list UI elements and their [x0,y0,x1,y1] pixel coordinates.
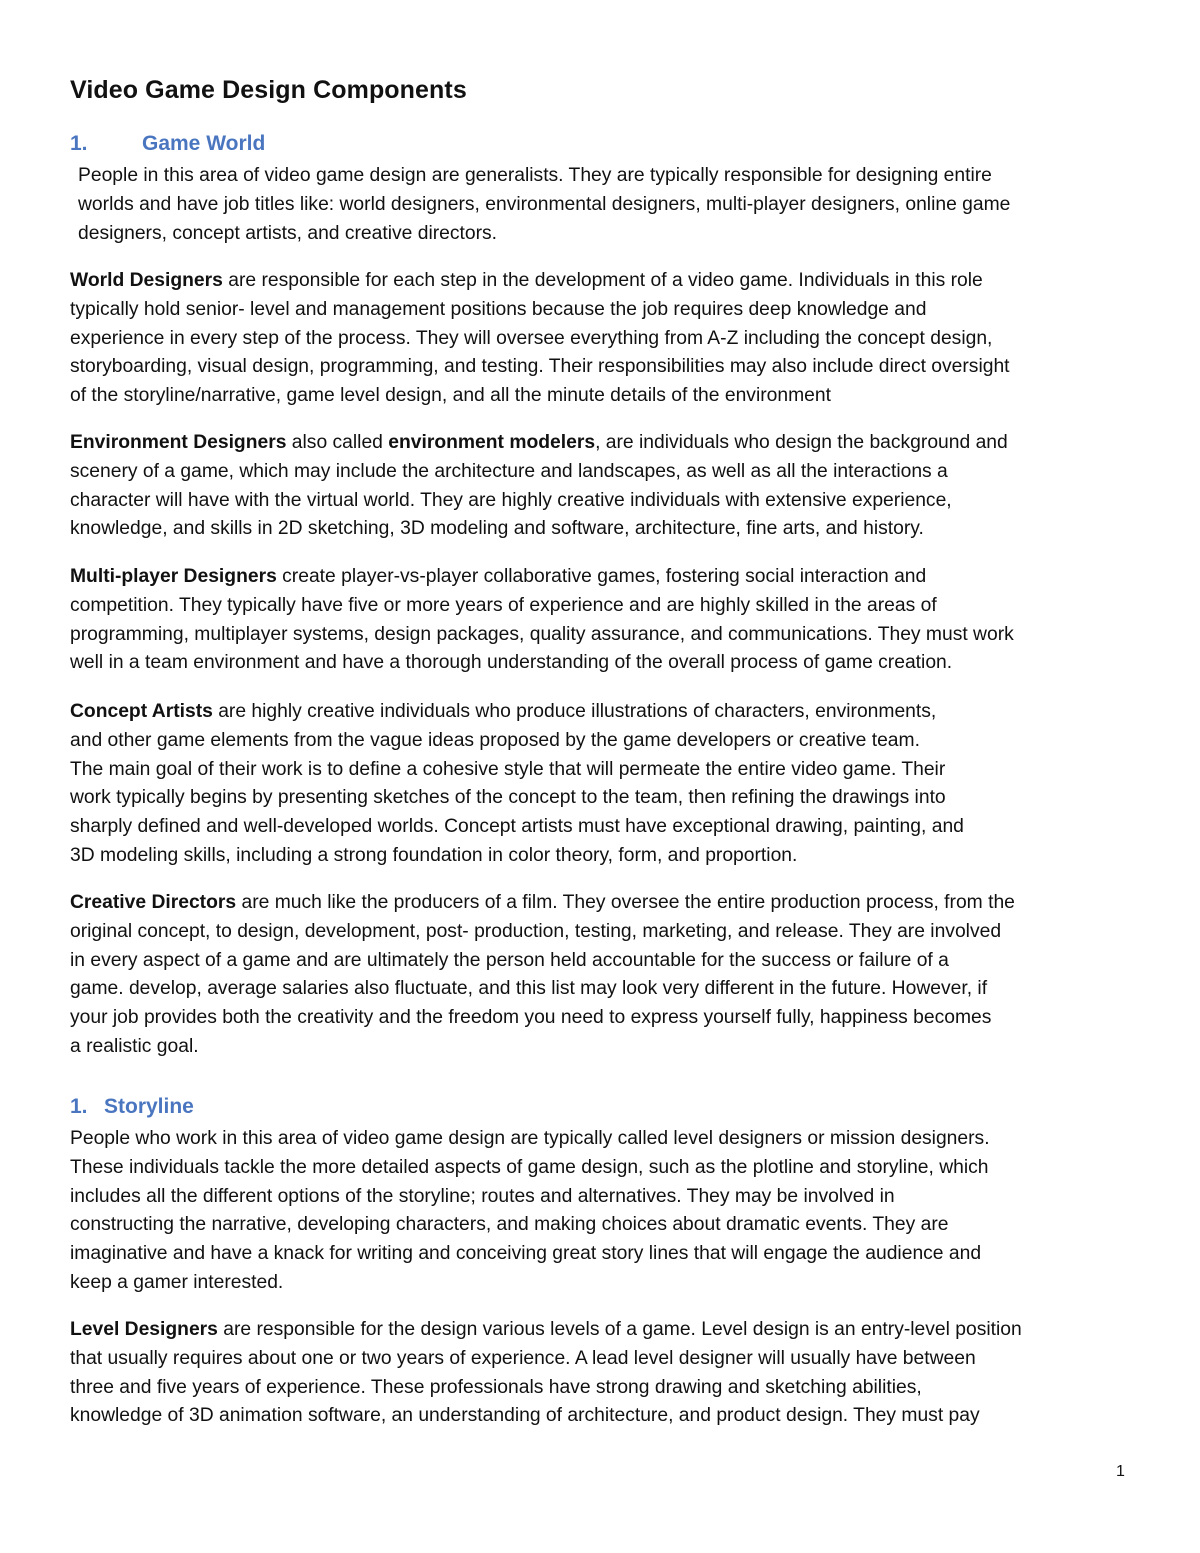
paragraph-line: keep a gamer interested. [70,1271,284,1293]
paragraph-line: work typically begins by presenting sketches of the concept to the team, then refining the drawings into [70,787,946,809]
paragraph-line: a realistic goal. [70,1035,199,1057]
paragraph-line: game. develop, average salaries also fluctuate, and this list may look very different in the future. However, if [70,978,988,1000]
section-number: 1. [70,1095,88,1118]
paragraph-text: are much like the producers of a film. They oversee the entire production process, from the [236,892,1015,913]
term-environment-designers: Environment Designers [70,432,287,453]
paragraph-line: in every aspect of a game and are ultimately the person held accountable for the success or failure of a [70,949,949,971]
creative-directors-paragraph [70,889,1136,1062]
paragraph-line: knowledge, and skills in 2D sketching, 3D modeling and software, architecture, fine arts, and history. [70,518,924,540]
paragraph-line: character will have with the virtual world. They are highly creative individuals with extensive experience, [70,489,952,511]
game-world-intro-paragraph [78,162,1138,248]
paragraph-line: well in a team environment and have a thorough understanding of the overall process of game creation. [70,652,953,674]
paragraph-line: imaginative and have a knack for writing and conceiving great story lines that will engage the audience and [70,1243,982,1265]
paragraph-line [70,698,1136,727]
section-number: 1. [70,132,88,155]
section-heading-game-world [70,132,265,156]
paragraph-line: three and five years of experience. These professionals have strong drawing and sketching abilities, [70,1376,922,1398]
term-level-designers: Level Designers [70,1319,218,1340]
paragraph-line: typically hold senior- level and management positions because the job requires deep knowledge and [70,298,927,320]
paragraph-line: that usually requires about one or two years of experience. A lead level designer will usually have between [70,1347,976,1369]
term-concept-artists: Concept Artists [70,701,213,722]
paragraph-line: 3D modeling skills, including a strong foundation in color theory, form, and proportion. [70,844,798,866]
section-heading-storyline [70,1095,194,1119]
paragraph-line: knowledge of 3D animation software, an understanding of architecture, and product design. They must pay [70,1405,980,1427]
paragraph-line: People who work in this area of video game design are typically called level designers or mission designers. [70,1128,990,1149]
paragraph-line: sharply defined and well-developed worlds. Concept artists must have exceptional drawing, painting, and [70,816,964,838]
paragraph-line: competition. They typically have five or more years of experience and are highly skilled in the areas of [70,594,937,616]
paragraph-line: and other game elements from the vague ideas proposed by the game developers or creative team. [70,729,920,751]
paragraph-text: , are individuals who design the background and [595,432,1008,453]
paragraph-line: The main goal of their work is to define a cohesive style that will permeate the entire video game. Their [70,758,946,780]
paragraph-text: create player-vs-player collaborative games, fostering social interaction and [276,566,927,587]
document-title: Video Game Design Components [70,76,467,104]
paragraph-text: are highly creative individuals who produce illustrations of characters, environments, [212,701,937,722]
paragraph-line [70,889,1136,918]
paragraph-line: worlds and have job titles like: world designers, environmental designers, multi-player designers, online game [78,193,1011,215]
paragraph-line: constructing the narrative, developing characters, and making choices about dramatic events. They are [70,1214,949,1236]
term-multiplayer-designers: Multi-player Designers [70,566,277,587]
world-designers-paragraph [70,267,1136,411]
term-environment-modelers: environment modelers [388,432,596,453]
paragraph-line: These individuals tackle the more detailed aspects of game design, such as the plotline and storyline, which [70,1156,989,1178]
paragraph-line: includes all the different options of the storyline; routes and alternatives. They may be involved in [70,1185,895,1207]
paragraph-line: designers, concept artists, and creative directors. [78,222,498,244]
paragraph-line: of the storyline/narrative, game level design, and all the minute details of the environment [70,385,831,407]
section-title: Game World [142,132,266,155]
term-creative-directors: Creative Directors [70,892,237,913]
paragraph-line: original concept, to design, development, post- production, testing, marketing, and release. They are involved [70,920,1002,942]
section-title: Storyline [104,1095,194,1118]
paragraph-line: scenery of a game, which may include the architecture and landscapes, as well as all the interactions a [70,460,948,482]
paragraph-text: also called [286,432,389,453]
paragraph-line [70,267,1136,296]
multiplayer-designers-paragraph [70,563,1136,678]
paragraph-line: programming, multiplayer systems, design packages, quality assurance, and communications. They must work [70,623,1014,645]
paragraph-line: storyboarding, visual design, programming, and testing. Their responsibilities may also include direct oversight [70,356,1010,378]
paragraph-line [70,1316,1136,1345]
page-number: 1 [1116,1463,1125,1480]
concept-artists-paragraph [70,698,1136,871]
paragraph-text: are responsible for the design various levels of a game. Level design is an entry-level position [217,1319,1022,1340]
storyline-intro-paragraph [70,1125,1136,1298]
paragraph-line [70,429,1136,458]
term-world-designers: World Designers [70,270,223,291]
level-designers-paragraph [70,1316,1136,1431]
paragraph-line: People in this area of video game design are generalists. They are typically responsible for designing entire [78,165,992,186]
paragraph-line: your job provides both the creativity and the freedom you need to express yourself fully, happiness becomes [70,1007,992,1029]
environment-designers-paragraph [70,429,1136,544]
paragraph-line [70,563,1136,592]
paragraph-text: are responsible for each step in the development of a video game. Individuals in this role [222,270,983,291]
paragraph-line: experience in every step of the process. They will oversee everything from A-Z including the concept design, [70,327,993,349]
